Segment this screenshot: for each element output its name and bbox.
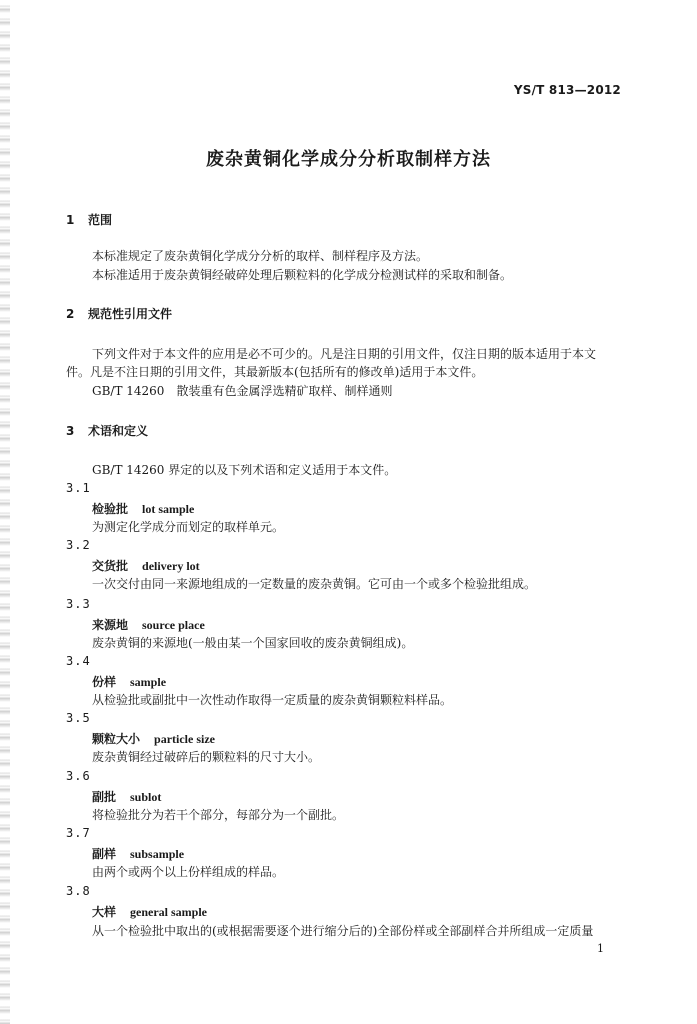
term-definition: 废杂黄铜经过破碎后的颗粒料的尺寸大小。 bbox=[92, 750, 321, 764]
term-en: general sample bbox=[130, 905, 208, 919]
paragraph-line: 件。凡是不注日期的引用文件，其最新版本(包括所有的修改单)适用于本文件。 bbox=[66, 365, 484, 379]
term-en: particle size bbox=[154, 732, 215, 746]
term-definition: 从检验批或副批中一次性动作取得一定质量的废杂黄铜颗粒料样品。 bbox=[92, 693, 453, 707]
section-heading-normative-references bbox=[66, 305, 172, 322]
paragraph-line: GB/T 14260 界定的以及下列术语和定义适用于本文件。 bbox=[92, 463, 397, 477]
term-definition: 从一个检验批中取出的(或根据需要逐个进行缩分后的)全部份样或全部副样合并所组成一定质量 bbox=[92, 924, 594, 938]
term-cn: 颗粒大小 bbox=[92, 732, 141, 746]
section-heading-terms-definitions bbox=[66, 422, 148, 439]
paragraph-line: 下列文件对于本文件的应用是必不可少的。凡是注日期的引用文件，仅注日期的版本适用于本文 bbox=[92, 347, 597, 361]
term-en: source place bbox=[142, 618, 205, 632]
term-definition: 为测定化学成分而划定的取样单元。 bbox=[92, 520, 285, 534]
clause-number: 3.2 bbox=[66, 538, 91, 552]
term-entry bbox=[92, 557, 200, 574]
clause-number: 3.5 bbox=[66, 711, 91, 725]
term-entry bbox=[92, 500, 194, 517]
term-cn: 检验批 bbox=[92, 502, 129, 516]
term-en: subsample bbox=[130, 847, 185, 861]
term-cn: 交货批 bbox=[92, 559, 129, 573]
clause-number: 3.4 bbox=[66, 654, 91, 668]
section-number: 1 bbox=[66, 213, 75, 227]
term-entry bbox=[92, 903, 207, 920]
clause-number: 3.8 bbox=[66, 884, 91, 898]
term-entry bbox=[92, 673, 166, 690]
page-number: 1 bbox=[597, 942, 604, 955]
standard-number: YS/T 813—2012 bbox=[513, 83, 621, 97]
section-title: 术语和定义 bbox=[88, 424, 149, 438]
term-en: delivery lot bbox=[142, 559, 200, 573]
term-definition: 将检验批分为若干个部分，每部分为一个副批。 bbox=[92, 808, 345, 822]
term-definition: 由两个或两个以上份样组成的样品。 bbox=[92, 865, 285, 879]
paragraph-line: 本标准适用于废杂黄铜经破碎处理后颗粒料的化学成分检测试样的采取和制备。 bbox=[92, 268, 513, 282]
term-definition: 一次交付由同一来源地组成的一定数量的废杂黄铜。它可由一个或多个检验批组成。 bbox=[92, 577, 537, 591]
term-en: lot sample bbox=[142, 502, 195, 516]
section-number: 2 bbox=[66, 307, 75, 321]
term-definition: 废杂黄铜的来源地(一般由某一个国家回收的废杂黄铜组成)。 bbox=[92, 636, 414, 650]
section-title: 范围 bbox=[88, 213, 113, 227]
term-entry bbox=[92, 788, 161, 805]
term-cn: 大样 bbox=[92, 905, 117, 919]
term-en: sublot bbox=[130, 790, 162, 804]
term-cn: 副样 bbox=[92, 847, 117, 861]
section-heading-scope bbox=[66, 211, 112, 228]
term-entry bbox=[92, 616, 205, 633]
referenced-standard: GB/T 14260 散装重有色金属浮选精矿取样、制样通则 bbox=[92, 384, 393, 398]
document-title: 废杂黄铜化学成分分析取制样方法 bbox=[206, 149, 491, 170]
clause-number: 3.1 bbox=[66, 481, 91, 495]
paragraph-line: 本标准规定了废杂黄铜化学成分分析的取样、制样程序及方法。 bbox=[92, 249, 429, 263]
term-en: sample bbox=[130, 675, 167, 689]
clause-number: 3.7 bbox=[66, 826, 91, 840]
clause-number: 3.6 bbox=[66, 769, 91, 783]
term-entry bbox=[92, 845, 184, 862]
section-title: 规范性引用文件 bbox=[88, 307, 173, 321]
term-cn: 份样 bbox=[92, 675, 117, 689]
clause-number: 3.3 bbox=[66, 597, 91, 611]
section-number: 3 bbox=[66, 424, 75, 438]
term-entry bbox=[92, 730, 215, 747]
term-cn: 副批 bbox=[92, 790, 117, 804]
term-cn: 来源地 bbox=[92, 618, 129, 632]
